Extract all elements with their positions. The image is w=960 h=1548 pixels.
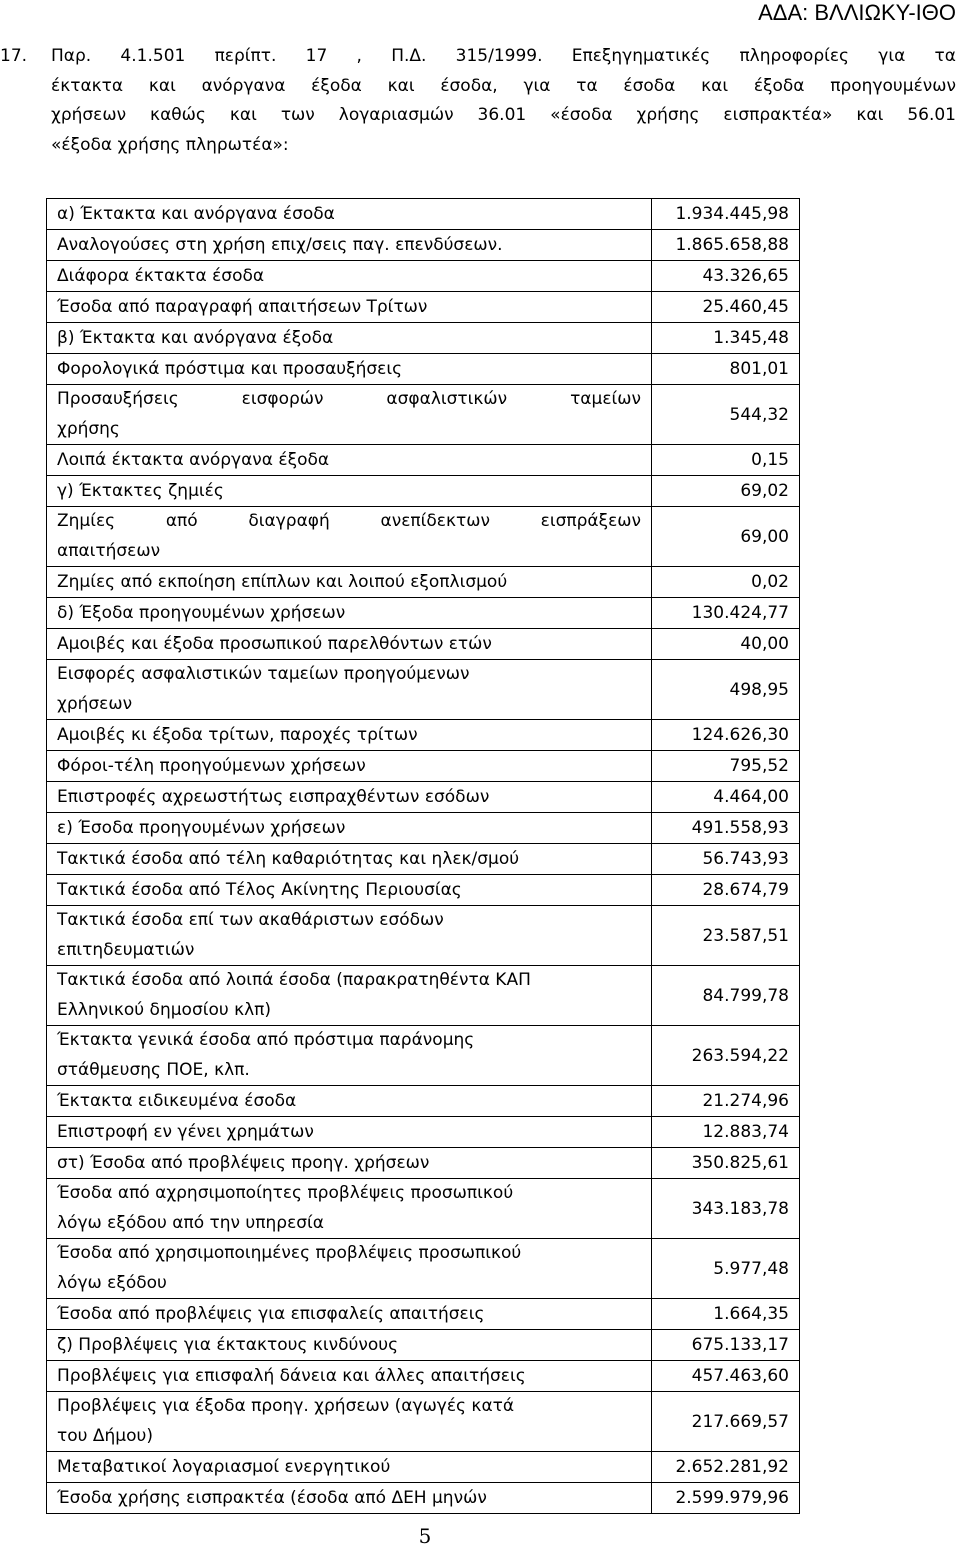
row-label: [47, 1086, 652, 1117]
row-label-line: Επιστροφή εν γένει χρημάτων: [57, 1122, 314, 1142]
row-value: 1.865.658,88: [652, 230, 800, 261]
row-value: 795,52: [652, 751, 800, 782]
row-label-line: Τακτικά έσοδα από λοιπά έσοδα (παρακρατηθέντα ΚΑΠ: [57, 970, 531, 990]
row-value: 84.799,78: [652, 966, 800, 1026]
row-label-line: Προσαυξήσεις εισφορών ασφαλιστικών ταμείων: [57, 389, 641, 409]
note-line: έκτακτα και ανόργανα έξοδα και έσοδα, για τα έσοδα και έξοδα προηγουμένων: [51, 75, 956, 96]
table-row: [47, 1086, 800, 1117]
row-label: [47, 906, 652, 966]
row-value: 5.977,48: [652, 1239, 800, 1299]
table-row: [47, 385, 800, 445]
row-value: 40,00: [652, 629, 800, 660]
table-body: [47, 199, 800, 1514]
row-value: 0,02: [652, 567, 800, 598]
row-label-line: επιτηδευματιών: [57, 939, 195, 960]
row-label: [47, 385, 652, 445]
row-value: 801,01: [652, 354, 800, 385]
row-label: [47, 751, 652, 782]
row-label: [47, 1452, 652, 1483]
table-row: [47, 292, 800, 323]
table-row: [47, 1483, 800, 1514]
income-expense-table: [46, 198, 800, 1514]
row-label: [47, 230, 652, 261]
table-row: [47, 1392, 800, 1452]
row-label-line: Ελληνικού δημοσίου κλπ): [57, 999, 272, 1020]
row-label-line: απαιτήσεων: [57, 540, 161, 561]
note-line: χρήσεων καθώς και των λογαριασμών 36.01 «έσοδα χρήσης εισπρακτέα» και 56.01: [51, 105, 956, 125]
table-row: [47, 720, 800, 751]
row-label-line: Έκτακτα γενικά έσοδα από πρόστιμα παράνομης: [57, 1030, 475, 1050]
row-value: 1.664,35: [652, 1299, 800, 1330]
table-row: [47, 751, 800, 782]
table-row: [47, 598, 800, 629]
row-value: 343.183,78: [652, 1179, 800, 1239]
note-number: 17.: [0, 46, 28, 66]
row-label: [47, 1239, 652, 1299]
table-row: [47, 1179, 800, 1239]
row-label-line: Τακτικά έσοδα από Τέλος Ακίνητης Περιουσίας: [57, 880, 462, 900]
row-label-line: Μεταβατικοί λογαριασμοί ενεργητικού: [57, 1457, 391, 1477]
row-value: 69,00: [652, 507, 800, 567]
table-row: [47, 445, 800, 476]
row-label: [47, 1026, 652, 1086]
table-row: [47, 323, 800, 354]
row-label: [47, 875, 652, 906]
row-value: 28.674,79: [652, 875, 800, 906]
row-label-line: Έκτακτα ειδικευμένα έσοδα: [57, 1091, 297, 1111]
row-label-line: Αμοιβές και έξοδα προσωπικού παρελθόντων ετών: [57, 634, 492, 654]
row-label-line: Διάφορα έκτακτα έσοδα: [57, 266, 265, 286]
row-label: [47, 629, 652, 660]
row-value: 498,95: [652, 660, 800, 720]
row-label: [47, 966, 652, 1026]
table-row: [47, 906, 800, 966]
table-row: [47, 507, 800, 567]
table-row: [47, 1452, 800, 1483]
row-label: [47, 1330, 652, 1361]
row-label: [47, 1148, 652, 1179]
table-row: [47, 1361, 800, 1392]
row-label-line: Έσοδα από παραγραφή απαιτήσεων Τρίτων: [57, 297, 428, 317]
row-label: [47, 1299, 652, 1330]
row-label: [47, 1179, 652, 1239]
row-label-line: Έσοδα από προβλέψεις για επισφαλείς απαιτήσεις: [57, 1304, 485, 1324]
note-line: [0, 42, 956, 72]
row-label: [47, 598, 652, 629]
row-value: 25.460,45: [652, 292, 800, 323]
row-label: [47, 199, 652, 230]
table-row: [47, 660, 800, 720]
row-label-line: ε) Έσοδα προηγουμένων χρήσεων: [57, 818, 346, 838]
page-number: 5: [418, 1524, 432, 1548]
table-row: [47, 1239, 800, 1299]
row-label-line: γ) Έκτακτες ζημιές: [57, 481, 224, 501]
row-label: [47, 354, 652, 385]
row-value: 56.743,93: [652, 844, 800, 875]
table-row: [47, 1117, 800, 1148]
row-label-line: Προβλέψεις για έξοδα προηγ. χρήσεων (αγωγές κατά: [57, 1396, 515, 1416]
table-row: [47, 476, 800, 507]
row-value: 2.599.979,96: [652, 1483, 800, 1514]
row-label-line: Εισφορές ασφαλιστικών ταμείων προηγούμενων: [57, 664, 470, 684]
note-line: «έξοδα χρήσης πληρωτέα»:: [51, 134, 289, 155]
row-label-line: α) Έκτακτα και ανόργανα έσοδα: [57, 204, 335, 224]
row-value: 1.345,48: [652, 323, 800, 354]
row-label: [47, 782, 652, 813]
row-label: [47, 261, 652, 292]
row-label: [47, 476, 652, 507]
row-value: 2.652.281,92: [652, 1452, 800, 1483]
table-row: [47, 966, 800, 1026]
document-code: ΑΔΑ: ΒΛΛΙΩΚΥ-ΙΘΟ: [758, 0, 956, 25]
row-value: 4.464,00: [652, 782, 800, 813]
table-row: [47, 567, 800, 598]
row-label-line: στ) Έσοδα από προβλέψεις προηγ. χρήσεων: [57, 1153, 430, 1173]
row-label-line: Έσοδα χρήσης εισπρακτέα (έσοδα από ΔΕΗ μηνών: [57, 1488, 487, 1508]
row-label-line: Έσοδα από χρησιμοποιημένες προβλέψεις προσωπικού: [57, 1243, 522, 1263]
row-value: 23.587,51: [652, 906, 800, 966]
row-value: 544,32: [652, 385, 800, 445]
row-label: [47, 445, 652, 476]
explanatory-note: [0, 42, 956, 160]
row-value: 12.883,74: [652, 1117, 800, 1148]
row-label: [47, 323, 652, 354]
row-label-line: Τακτικά έσοδα από τέλη καθαριότητας και ηλεκ/σμού: [57, 849, 520, 869]
row-label-line: Λοιπά έκτακτα ανόργανα έξοδα: [57, 450, 330, 470]
row-label-line: χρήσεων: [57, 693, 133, 714]
row-label-line: Έσοδα από αχρησιμοποίητες προβλέψεις προσωπικού: [57, 1183, 514, 1203]
row-value: 21.274,96: [652, 1086, 800, 1117]
table-row: [47, 1330, 800, 1361]
row-label: [47, 660, 652, 720]
row-value: 263.594,22: [652, 1026, 800, 1086]
table-row: [47, 1026, 800, 1086]
table-row: [47, 629, 800, 660]
table-row: [47, 782, 800, 813]
row-label-line: Προβλέψεις για επισφαλή δάνεια και άλλες απαιτήσεις: [57, 1366, 526, 1386]
row-label-line: λόγω εξόδου από την υπηρεσία: [57, 1212, 324, 1233]
row-label: [47, 720, 652, 751]
row-label-line: Επιστροφές αχρεωστήτως εισπραχθέντων εσόδων: [57, 787, 490, 807]
table-row: [47, 261, 800, 292]
row-label-line: Φόροι-τέλη προηγούμενων χρήσεων: [57, 756, 366, 776]
table-row: [47, 813, 800, 844]
row-value: 130.424,77: [652, 598, 800, 629]
row-value: 43.326,65: [652, 261, 800, 292]
row-value: 491.558,93: [652, 813, 800, 844]
row-label: [47, 292, 652, 323]
row-label-line: ζ) Προβλέψεις για έκτακτους κινδύνους: [57, 1335, 399, 1355]
table-row: [47, 1148, 800, 1179]
row-label: [47, 844, 652, 875]
table-row: [47, 199, 800, 230]
row-label: [47, 1117, 652, 1148]
row-label-line: Φορολογικά πρόστιμα και προσαυξήσεις: [57, 359, 403, 379]
row-label-line: β) Έκτακτα και ανόργανα έξοδα: [57, 328, 334, 348]
row-label-line: Τακτικά έσοδα επί των ακαθάριστων εσόδων: [57, 910, 444, 930]
row-label-line: Ζημίες από εκποίηση επίπλων και λοιπού εξοπλισμού: [57, 572, 508, 592]
table-row: [47, 844, 800, 875]
row-value: 0,15: [652, 445, 800, 476]
row-label-line: Αμοιβές κι έξοδα τρίτων, παροχές τρίτων: [57, 725, 418, 745]
table-row: [47, 1299, 800, 1330]
row-value: 457.463,60: [652, 1361, 800, 1392]
row-label-line: Αναλογούσες στη χρήση επιχ/σεις παγ. επενδύσεων.: [57, 235, 503, 255]
row-value: 350.825,61: [652, 1148, 800, 1179]
row-value: 69,02: [652, 476, 800, 507]
table-row: [47, 230, 800, 261]
row-label-line: στάθμευσης ΠΟΕ, κλπ.: [57, 1059, 250, 1080]
table-row: [47, 875, 800, 906]
row-label: [47, 813, 652, 844]
row-value: 675.133,17: [652, 1330, 800, 1361]
row-label-line: χρήσης: [57, 418, 120, 439]
row-label-line: δ) Έξοδα προηγουμένων χρήσεων: [57, 603, 346, 623]
row-label: [47, 567, 652, 598]
row-label: [47, 1483, 652, 1514]
row-value: 217.669,57: [652, 1392, 800, 1452]
row-label-line: Ζημίες από διαγραφή ανεπίδεκτων εισπράξεων: [57, 511, 641, 531]
row-label: [47, 507, 652, 567]
table-row: [47, 354, 800, 385]
row-label: [47, 1361, 652, 1392]
row-label-line: λόγω εξόδου: [57, 1272, 167, 1293]
row-value: 124.626,30: [652, 720, 800, 751]
note-line-text: Παρ. 4.1.501 περίπτ. 17 , Π.Δ. 315/1999. Επεξηγηματικές πληροφορίες για τα: [51, 46, 956, 66]
row-label-line: του Δήμου): [57, 1425, 153, 1446]
row-value: 1.934.445,98: [652, 199, 800, 230]
row-label: [47, 1392, 652, 1452]
